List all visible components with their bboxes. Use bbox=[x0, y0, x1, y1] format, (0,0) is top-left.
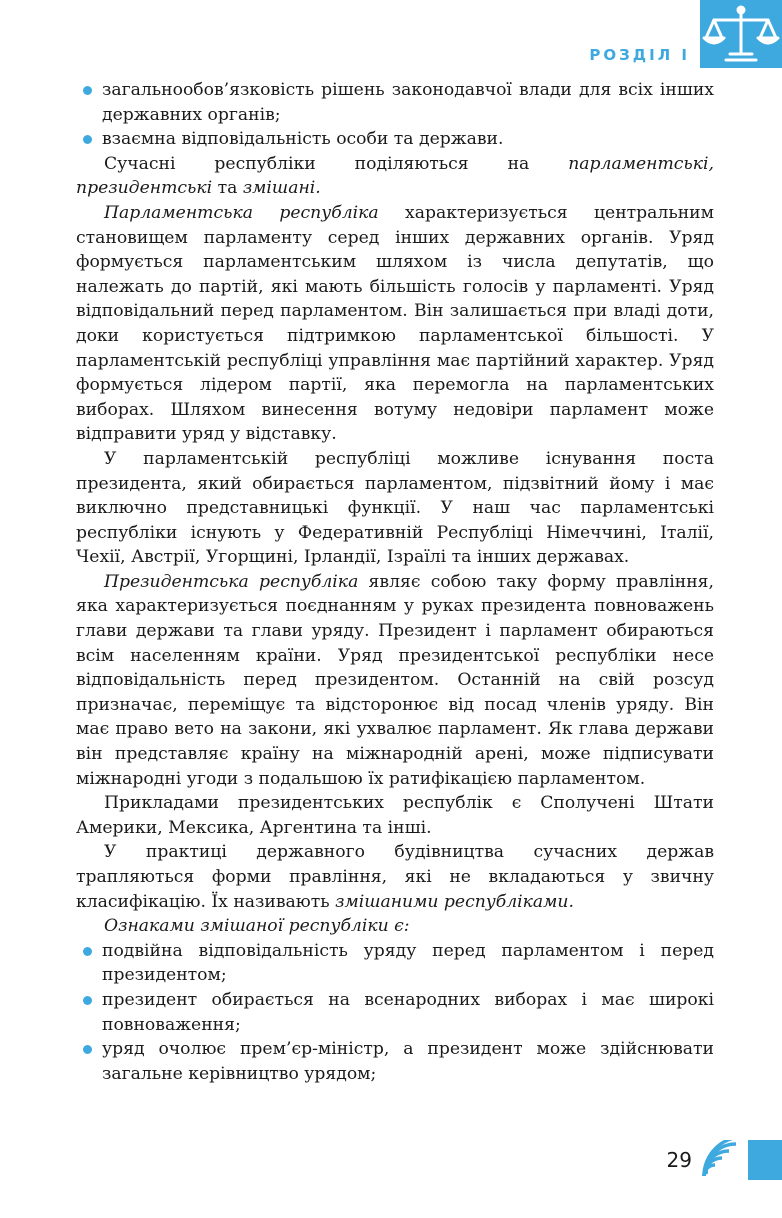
paragraph: Президентська республіка являє собою таку форму правління, яка характеризується поєднанням у руках президента повноважень глави держави та глави уряду. Президент і парламент обираються всім населенням країни. Уряд президентської республіки несе відповідальність перед президентом. Останній на свій розсуд призначає, переміщує та відсторонює від посад членів уряду. Він має право вето на закони, які ухвалює парламент. Як глава держави він представляє країну на міжнародній арені, може підписувати міжнародні угоди з подальшою їх ратифікацією парламентом. bbox=[76, 571, 714, 789]
waves-icon bbox=[700, 1140, 748, 1180]
section-label: РОЗДІЛ І bbox=[589, 46, 690, 64]
bullet-icon bbox=[83, 996, 92, 1005]
list-item-text: подвійна відповідальність уряду перед парламентом і перед президентом; bbox=[102, 940, 714, 986]
bullet-icon bbox=[83, 86, 92, 95]
list-item bbox=[76, 127, 714, 152]
page-body bbox=[76, 78, 714, 1086]
bullet-icon bbox=[83, 947, 92, 956]
list-item bbox=[76, 1037, 714, 1086]
term: змішаними республіками. bbox=[335, 891, 574, 912]
paragraph: Прикладами президентських республік є Сполучені Штати Америки, Мексика, Аргентина та інші. bbox=[76, 793, 714, 838]
paragraph: Сучасні республіки поділяються на парламентські, президентські та змішані. bbox=[76, 153, 714, 199]
bullet-icon bbox=[83, 135, 92, 144]
list-item-text: взаємна відповідальність особи та держави. bbox=[102, 129, 504, 150]
term: Парламентська республіка bbox=[104, 202, 379, 223]
list-heading: Ознаками змішаної республіки є: bbox=[104, 916, 410, 937]
paragraph: У парламентській республіці можливе існування поста президента, який обирається парламентом, підзвітний йому і має виключно представницькі функції. У наш час парламентські республіки існують у Федеративній Республіці Німеччині, Італії, Чехії, Австрії, Угорщині, Ірландії, Ізраїлі та інших державах. bbox=[76, 448, 714, 568]
term: парламентські, президентські bbox=[76, 153, 714, 199]
list-item bbox=[76, 988, 714, 1037]
paragraph: У практиці державного будівництва сучасних держав трапляються форми правління, які не вкладаються у звичну класифікацію. Їх називають змішаними республіками. bbox=[76, 842, 714, 912]
header-tab bbox=[700, 0, 782, 68]
list-item-text: уряд очолює прем’єр-міністр, а президент може здійснювати загальне керівництво урядом; bbox=[102, 1039, 714, 1084]
page-number: 29 bbox=[666, 1148, 692, 1172]
term: змішані. bbox=[242, 178, 321, 199]
list-item-text: президент обирається на всенародних виборах і має широкі повноваження; bbox=[102, 989, 714, 1035]
scales-icon bbox=[700, 0, 782, 68]
term: Президентська республіка bbox=[104, 571, 359, 592]
list-item bbox=[76, 939, 714, 988]
list-item bbox=[76, 78, 714, 127]
list-item-text: загальнообов’язковість рішень законодавчої влади для всіх інших державних органів; bbox=[102, 80, 714, 125]
paragraph: Парламентська республіка характеризується центральним становищем парламенту серед інших державних органів. Уряд формується парламентським шляхом із числа депутатів, що належать до партій, які мають більшість голосів у парламенті. Уряд відповідальний перед парламентом. Він залишається при владі доти, доки користується підтримкою парламентської більшості. У парламентській республіці управління має партійний характер. Уряд формується лідером партії, яка перемогла на парламентських виборах. Шляхом винесення вотуму недовіри парламент може відправити уряд у відставку. bbox=[76, 202, 714, 445]
bullet-icon bbox=[83, 1045, 92, 1054]
